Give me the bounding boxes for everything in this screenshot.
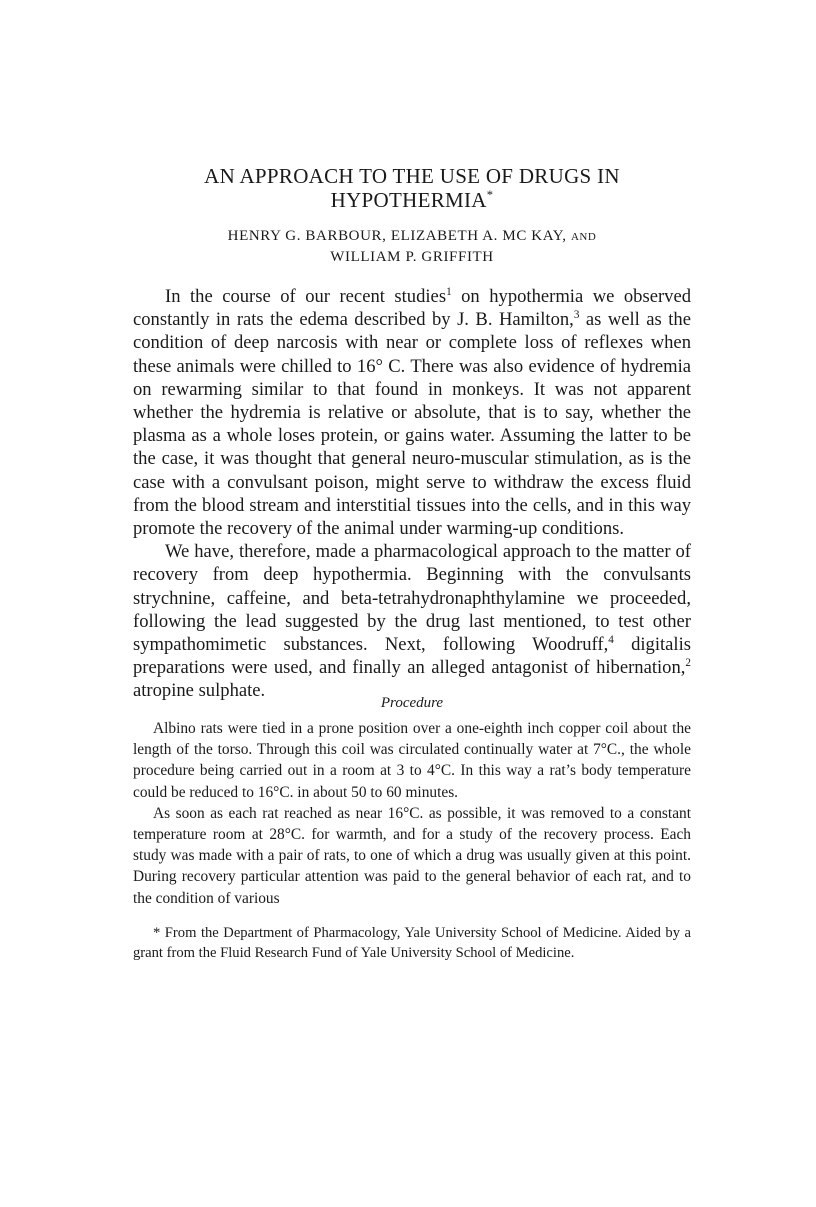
intro-p1-text-b: on hypothermia we observed constantly in rats the edema described by J. B. Hamilton, (133, 286, 691, 331)
intro-p2-text-b: digitalis preparations were used, and finally an alleged antagonist of hibernation, (133, 634, 691, 679)
footnote (133, 924, 691, 963)
section-heading-procedure: Procedure (380, 695, 444, 711)
author-list (133, 226, 691, 267)
procedure-section (133, 718, 691, 909)
intro-paragraph-2 (133, 540, 691, 702)
authors-line-1 (133, 226, 691, 247)
intro-paragraph-1 (133, 285, 691, 540)
intro-p2-text-a: We have, therefore, made a pharmacological approach to the matter of recovery from deep hypothermia. Beginning with the convulsants strychnine, caffeine, and beta-tetrahydronaphthylamine we proceeded, following the lead suggested by the drug last mentioned, to test other sympathomimetic substances. Next, following Woodruff, (133, 541, 691, 656)
reference-marker: 3 (573, 309, 580, 322)
introduction (133, 285, 691, 703)
procedure-paragraph-1: Albino rats were tied in a prone position over a one-eighth inch copper coil about the length of the torso. Through this coil was circulated continually water at 7°C., the whole procedure being carried out in a room at 3 to 4°C. In this way a rat’s body temperature could be reduced to 16°C. in about 50 to 60 minutes. (133, 720, 691, 801)
title-line-1: AN APPROACH TO THE USE OF DRUGS IN (204, 164, 620, 188)
intro-p1-text-a: In the course of our recent studies (165, 286, 447, 307)
authors-and: AND (570, 231, 597, 243)
reference-marker: 4 (608, 633, 614, 646)
footnote-text: From the Department of Pharmacology, Yale University School of Medicine. Aided by a grant from the Fluid Research Fund of Yale University School of Medicine. (133, 925, 691, 961)
article-title (133, 164, 691, 212)
intro-p2-text-c: atropine sulphate. (133, 680, 266, 702)
reference-marker: 1 (446, 285, 452, 298)
intro-p1-text-c: as well as the condition of deep narcosis with near or complete loss of reflexes when these animals were chilled to 16° C. There was also evidence of hydremia on rewarming similar to that found in monkeys. It was not apparent whether the hydremia is relative or absolute, that is to say, whether the plasma as a whole loses protein, or gains water. Assuming the latter to be the case, it was thought that general neuro-muscular stimulation, as is the case with a convulsant poison, might serve to withdraw the excess fluid from the blood stream and interstitial tissues into the cells, and in this way promote the recovery of the animal under warming-up conditions. (133, 309, 691, 540)
footnote-mark: * (153, 925, 161, 941)
authors-names-1: HENRY G. BARBOUR, ELIZABETH A. MC KAY, (227, 228, 567, 244)
authors-line-2: WILLIAM P. GRIFFITH (330, 249, 494, 265)
title-footnote-mark: * (486, 188, 494, 202)
title-word: HYPOTHERMIA (330, 188, 487, 212)
reference-marker: 2 (685, 657, 691, 670)
procedure-paragraph-2: As soon as each rat reached as near 16°C. as possible, it was removed to a constant temperature room at 28°C. for warmth, and for a study of the recovery process. Each study was made with a pair of rats, to one of which a drug was usually given at this point. During recovery particular attention was paid to the general behavior of each rat, and to the condition of various (133, 804, 691, 907)
title-line-2 (133, 188, 691, 212)
